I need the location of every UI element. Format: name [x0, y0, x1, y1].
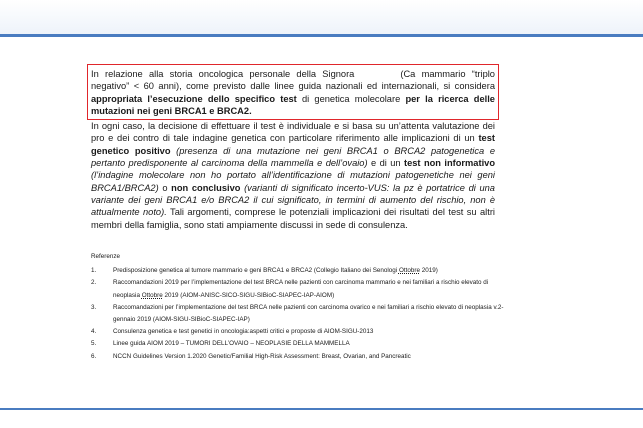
reference-text-main: Consulenza genetica e test genetici in oncologia:aspetti critici e proposte di AIOM-SIGU-2013	[113, 328, 374, 336]
reference-text	[113, 351, 511, 363]
p2-s4: e di un	[371, 158, 401, 169]
p2-s3: (presenza di una mutazione nei geni BRCA1 o BRCA2 patogenetica e pertanto predisponente al carcinoma della mammella e dell’ovaio)	[91, 145, 495, 169]
boxed-text-1: In relazione alla storia oncologica personale della Signora	[91, 69, 355, 79]
p2-s9: (varianti di significato incerto-VUS: la pz è portatrice di una variante dei geni BRCA1 e/o BRCA2 il cui significato, in termini di aumento del rischio, non è attualmente noto).	[91, 182, 495, 218]
reference-text-month: Ottobre	[398, 267, 420, 275]
reference-item	[91, 338, 511, 350]
p2-s1: In ogni caso, la decisione di effettuare il test è individuale e si basa su un’attenta valutazione dei pro e dei contro di tale indagine genetica con particolare riferimento alle implicazioni di un	[91, 121, 495, 144]
boxed-paragraph	[91, 68, 495, 117]
reference-text	[113, 326, 511, 338]
reference-text-main: NCCN Guidelines Version 1.2020 Genetic/Familial High-Risk Assessment: Breast, Ovarian, and Pancreatic	[113, 352, 411, 360]
boxed-text-3: di genetica molecolare	[301, 93, 401, 104]
highlighted-box	[87, 64, 499, 120]
reference-text	[113, 277, 511, 301]
header-band	[0, 0, 643, 34]
reference-text	[113, 338, 511, 350]
reference-item	[91, 351, 511, 363]
reference-text-main: Raccomandazioni 2019 per l’implementazione del test BRCA nelle pazienti con carcinoma mammario e nei familiari a rischio elevato di neoplasia	[113, 279, 489, 299]
boxed-text-2: (Ca mammario “triplo negativo” < 60 anni), come previsto dalle linee guida nazionali ed internazionali, si considera	[91, 69, 495, 92]
reference-text-main: Linee guida AIOM 2019 – TUMORI DELL’OVAIO – NEOPLASIE DELLA MAMMELLA	[113, 340, 350, 348]
p2-s5: test non informativo	[404, 158, 496, 169]
reference-item	[91, 277, 511, 301]
reference-item	[91, 326, 511, 338]
reference-text	[113, 302, 511, 326]
footer-rule	[0, 408, 643, 410]
p2-s7: o	[162, 182, 168, 193]
reference-text-main: Raccomandazioni per l’implementazione del test BRCA nelle pazienti con carcinoma ovarico e nei familiari a rischio elevato di neoplasia v.2-gennaio 2019 (AIOM-SIGU-SIBioC-SIAPEC-IAP)	[113, 303, 504, 324]
reference-number: 1.	[91, 267, 97, 275]
reference-item	[91, 265, 511, 277]
reference-number: 3.	[91, 303, 97, 311]
reference-text-main: Predisposizione genetica al tumore mammario e geni BRCA1 e BRCA2 (Collegio Italiano dei Senologi	[113, 267, 398, 275]
references	[91, 251, 511, 363]
reference-number: 2.	[91, 279, 97, 287]
header-rule	[0, 34, 643, 37]
p2-s10: Tali argomenti, comprese le potenziali implicazioni dei risultati del test su altri membri della famiglia, sono stati ampiamente discussi in sede di consulenza.	[91, 207, 495, 230]
p2-s8: non conclusivo	[171, 182, 241, 193]
reference-item	[91, 302, 511, 326]
reference-number: 5.	[91, 340, 97, 348]
reference-text-tail: 2019)	[421, 267, 438, 275]
reference-text-tail: 2019 (AIOM-ANISC-SICO-SIGU-SIBioC-SIAPEC-IAP-AIOM)	[164, 291, 335, 299]
document-body	[91, 64, 495, 231]
reference-number: 6.	[91, 352, 97, 360]
paragraph-2	[91, 120, 495, 231]
references-title: Referenze	[91, 253, 121, 260]
reference-text-month: Ottobre	[141, 291, 163, 299]
reference-text	[113, 265, 511, 277]
boxed-bold-2: per la ricerca delle mutazioni nei geni BRCA1 e BRCA2.	[91, 93, 495, 116]
p2-s6: (l’indagine molecolare non ho portato all’identificazione di mutazioni patogenetiche nei geni BRCA1/BRCA2)	[91, 170, 495, 193]
reference-number: 4.	[91, 328, 97, 336]
p2-s2: test genetico positivo	[91, 133, 495, 156]
boxed-bold-1: appropriata l’esecuzione dello specifico test	[91, 93, 297, 104]
references-list	[91, 265, 511, 363]
